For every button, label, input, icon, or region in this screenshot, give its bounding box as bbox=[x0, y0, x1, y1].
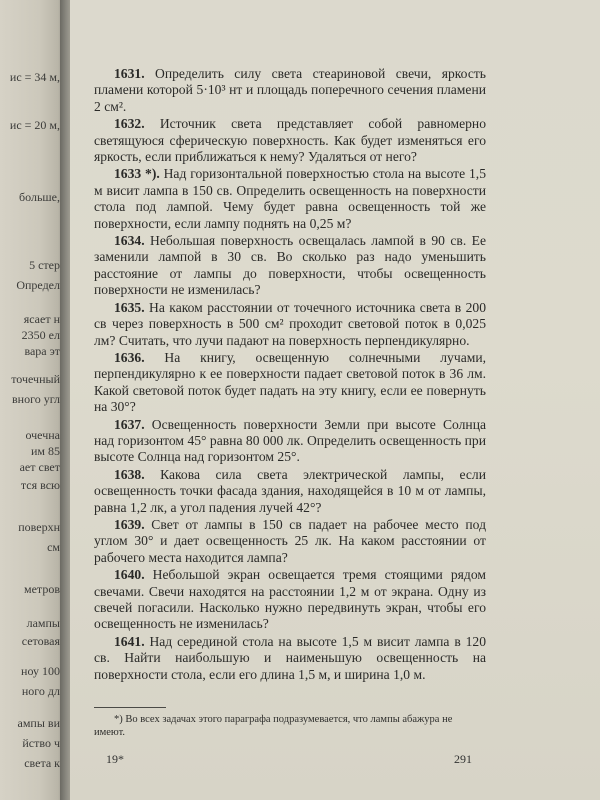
left-page-edge bbox=[0, 0, 66, 800]
problem-number: 1633 *). bbox=[114, 166, 160, 182]
problem-text: Небольшая поверхность освещалась лампой в 90 св. Ее заменили лампой в 30 св. Во сколько раз надо уменьшить расстояние от лампы до поверхности, чтобы освещенность поверхности не изменилась? bbox=[94, 233, 486, 298]
left-page-fragment: света к bbox=[24, 756, 60, 770]
left-page-fragment: 5 стер bbox=[29, 258, 60, 272]
problem-item bbox=[94, 567, 486, 633]
problem-item bbox=[94, 634, 486, 683]
problem-item bbox=[94, 517, 486, 566]
page-number: 291 bbox=[454, 752, 472, 766]
left-page-fragment: ноу 100 bbox=[21, 664, 60, 678]
problem-number: 1641. bbox=[114, 633, 145, 649]
problem-text: Освещенность поверхности Земли при высоте Солнца над горизонтом 45° равна 80 000 лк. Определить освещенность при высоте Солнца над горизонтом 25°. bbox=[94, 416, 486, 465]
page-body bbox=[94, 66, 486, 684]
left-page-fragment: им 85 bbox=[30, 444, 60, 458]
left-page-fragment: тся всю bbox=[20, 478, 60, 492]
footnote-rule bbox=[94, 707, 166, 708]
left-page-fragment: поверхн bbox=[18, 520, 60, 534]
footnote: *) Во всех задачах этого параграфа подразумевается, что лампы абажура не имеют. bbox=[94, 714, 453, 738]
problem-text: На каком расстоянии от точечного источника света в 200 св через поверхность в 500 см² проходит световой поток в 0,025 лм? Считать, что лучи падают на поверхность перпендикулярно. bbox=[94, 299, 486, 348]
problem-item bbox=[94, 166, 486, 232]
problem-text: Над горизонтальной поверхностью стола на высоте 1,5 м висит лампа в 150 св. Определить освещенность на поверхности стола под лампой. Чему будет равна освещенность той же поверхности, если лампу поднять на 0,25 м? bbox=[94, 166, 486, 231]
problem-number: 1639. bbox=[114, 516, 145, 532]
problem-text: На книгу, освещенную солнечными лучами, перпендикулярно к ее поверхности падает световой поток в 36 лм. Какой световой поток будет падать на эту книгу, если ее повернуть на 30°? bbox=[94, 349, 486, 415]
left-page-fragment: точечный bbox=[11, 372, 60, 386]
problem-number: 1635. bbox=[114, 299, 145, 315]
problem-item bbox=[94, 66, 486, 115]
problem-text: Какова сила света электрической лампы, если освещенность точки фасада здания, находящейся в 10 м от лампы, равна 1,2 лк, а угол падения лучей 42°? bbox=[94, 466, 486, 515]
problem-number: 1638. bbox=[114, 466, 145, 482]
left-page-fragment: ампы ви bbox=[17, 716, 60, 730]
left-page-fragment: больше, bbox=[19, 190, 60, 204]
problem-text: Источник света представляет собой равномерно светящуюся сферическую поверхность. Как будет изменяться его яркость, если приближаться к нему? Удаляться от него? bbox=[94, 116, 486, 165]
problem-number: 1640. bbox=[114, 567, 145, 583]
problem-number: 1636. bbox=[114, 349, 145, 365]
signature-mark: 19* bbox=[106, 752, 124, 766]
left-page-fragment: йство ч bbox=[22, 736, 60, 750]
book-page bbox=[70, 0, 600, 800]
left-page-fragment: ает свет bbox=[19, 460, 60, 474]
left-page-fragment: ис = 34 м, bbox=[9, 70, 60, 84]
problem-text: Небольшой экран освещается тремя стоящими рядом свечами. Свечи находятся на расстоянии 1,2 м от экрана. Одну из свечей погасили. Насколько нужно передвинуть экран, чтобы его освещенность не изменилась? bbox=[94, 567, 486, 632]
left-page-fragment: метров bbox=[24, 582, 60, 596]
left-page-fragment: лампы bbox=[26, 616, 60, 630]
problem-text: Свет от лампы в 150 св падает на рабочее место под углом 30° и дает освещенность 25 лк. На каком расстоянии от рабочего места находится лампа? bbox=[94, 516, 486, 565]
left-page-fragment: ного дл bbox=[21, 684, 60, 698]
left-page-fragment: 2350 ел bbox=[21, 328, 60, 342]
problem-item bbox=[94, 350, 486, 416]
problem-number: 1634. bbox=[114, 233, 145, 249]
left-page-fragment: ис = 20 м, bbox=[9, 118, 60, 132]
problem-number: 1631. bbox=[114, 66, 145, 81]
left-page-fragment: вного угл bbox=[11, 392, 60, 406]
left-page-fragment: Определ bbox=[16, 278, 60, 292]
problem-item bbox=[94, 233, 486, 299]
left-page-fragment: ясает н bbox=[23, 312, 60, 326]
problem-text: Над серединой стола на высоте 1,5 м висит лампа в 120 св. Найти наибольшую и наименьшую освещенность на поверхности стола, если его длина 1,5 м, и ширина 1,0 м. bbox=[94, 633, 486, 682]
problem-number: 1637. bbox=[114, 416, 145, 432]
problem-item bbox=[94, 467, 486, 516]
problem-number: 1632. bbox=[114, 116, 145, 132]
left-page-fragment: сетовая bbox=[21, 634, 60, 648]
problem-text: Определить силу света стеариновой свечи, яркость пламени которой 5·10³ нт и площадь поперечного сечения пламени 2 см². bbox=[94, 66, 486, 114]
left-page-fragment: см bbox=[47, 540, 60, 554]
problem-item bbox=[94, 417, 486, 466]
problem-item bbox=[94, 116, 486, 165]
problem-item bbox=[94, 300, 486, 349]
left-page-fragment: вара эт bbox=[24, 344, 60, 358]
left-page-fragment: очечна bbox=[25, 428, 60, 442]
